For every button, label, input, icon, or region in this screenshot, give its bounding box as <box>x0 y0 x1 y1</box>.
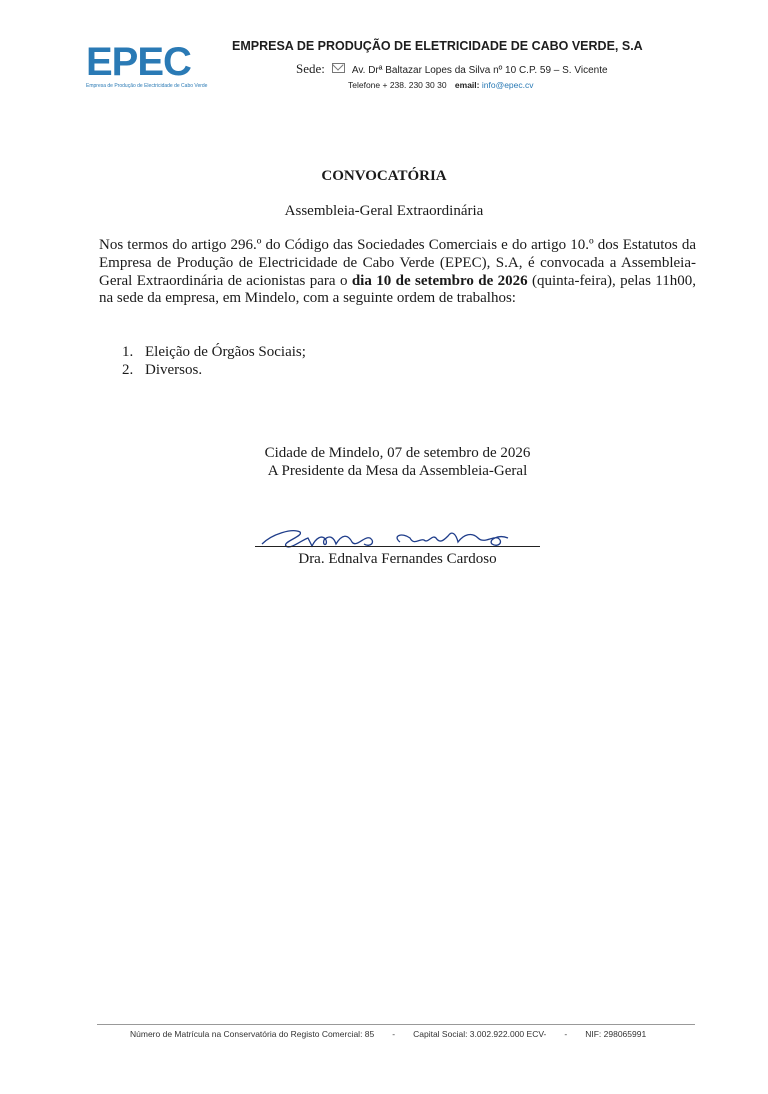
place-and-date: Cidade de Mindelo, 07 de setembro de 2026 <box>264 445 531 461</box>
tax-id: NIF: 298065991 <box>585 1029 647 1039</box>
agenda-item-text: Eleição de Órgãos Sociais; <box>145 344 306 360</box>
notice-body-details: (quinta-feira), pelas 11h00, na sede da empresa, em Mindelo, com a seguinte ordem de trabalhos: <box>99 272 696 307</box>
email-link[interactable]: info@epec.cv <box>481 80 534 90</box>
footer-divider <box>97 1024 695 1025</box>
registry-number: Número de Matrícula na Conservatória do Registo Comercial: 85 <box>130 1029 375 1039</box>
epec-logo <box>86 40 208 92</box>
email-label: email: <box>454 80 480 90</box>
notice-body-intro: Nos termos do artigo 296.º do Código das Sociedades Comerciais e do artigo 10.º dos Estatutos da Empresa de Produção de Electricidade de Cabo Verde (EPEC), S.A, é convocada a Assembleia-Geral Extraordinária de acionistas para o <box>99 237 696 289</box>
agenda-item-number: 1. <box>122 344 134 360</box>
signature-line <box>255 546 540 547</box>
signer-name: Dra. Ednalva Fernandes Cardoso <box>298 551 497 567</box>
company-address <box>296 61 608 77</box>
agenda-item <box>122 361 306 379</box>
footer-separator: - <box>564 1029 568 1039</box>
footer <box>130 1029 646 1039</box>
meeting-date: dia 10 de setembro de 2026 <box>351 272 528 289</box>
phone-number: Telefone + 238. 230 30 30 <box>348 80 447 90</box>
envelope-icon <box>332 63 345 73</box>
company-contact <box>348 80 534 90</box>
agenda-item-text: Diversos. <box>145 362 203 378</box>
logo-wordmark: EPEC <box>86 40 191 84</box>
notice-subtitle: Assembleia-Geral Extraordinária <box>284 203 484 219</box>
address-label: Sede: <box>296 61 325 76</box>
agenda-item-number: 2. <box>122 362 134 378</box>
notice-title: CONVOCATÓRIA <box>321 168 447 184</box>
signer-role: A Presidente da Mesa da Assembleia-Geral <box>267 463 528 479</box>
logo-tagline: Empresa de Produção de Electricidade de Cabo Verde <box>86 83 208 89</box>
share-capital: Capital Social: 3.002.922.000 ECV- <box>413 1029 547 1039</box>
agenda-list <box>122 343 306 379</box>
notice-body <box>99 237 696 308</box>
footer-separator: - <box>392 1029 396 1039</box>
company-name: EMPRESA DE PRODUÇÃO DE ELETRICIDADE DE CABO VERDE, S.A <box>232 39 643 53</box>
handwritten-signature <box>252 520 542 552</box>
agenda-item <box>122 343 306 361</box>
address-text: Av. Drª Baltazar Lopes da Silva nº 10 C.P. 59 – S. Vicente <box>351 65 608 76</box>
